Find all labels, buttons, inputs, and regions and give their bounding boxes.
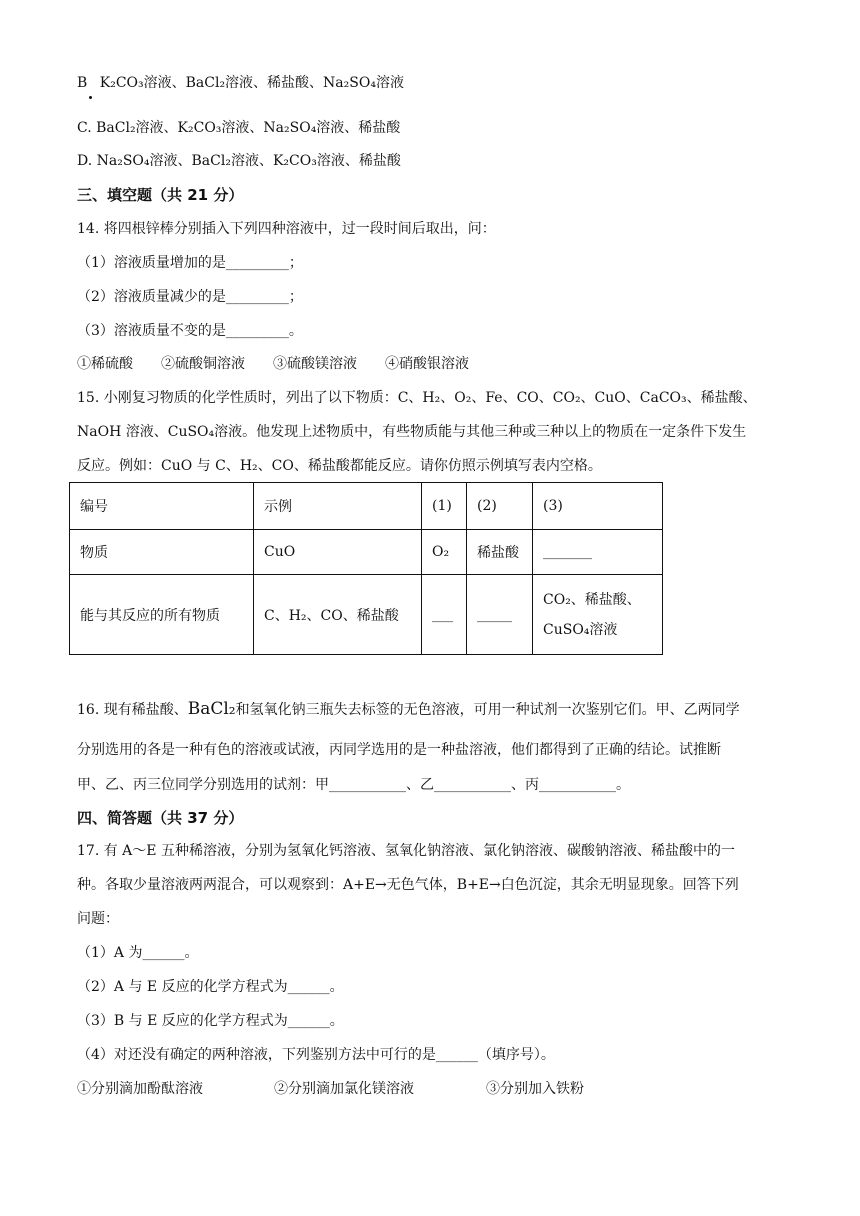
q17-choice-1: ①分别滴加酚酞溶液 xyxy=(77,1081,203,1097)
option-b-dot xyxy=(89,96,92,99)
cell-line: CO₂、稀盐酸、 xyxy=(543,591,641,608)
q16-line1-b: 和氢氧化钠三瓶失去标签的无色溶液，可用一种试剂一次鉴别它们。甲、乙两同学 xyxy=(235,702,740,718)
table-cell: (1) xyxy=(422,483,467,530)
table-cell: 编号 xyxy=(70,483,254,530)
q14-sub3: （3）溶液质量不变的是_________。 xyxy=(77,323,303,339)
table-row xyxy=(70,483,663,530)
table-cell: 稀盐酸 xyxy=(467,530,533,575)
table-cell: 示例 xyxy=(254,483,422,530)
option-d: D. Na₂SO₄溶液、BaCl₂溶液、K₂CO₃溶液、稀盐酸 xyxy=(77,153,401,169)
table-cell: (3) xyxy=(533,483,663,530)
q17-sub3: （3）B 与 E 反应的化学方程式为______。 xyxy=(77,1013,344,1029)
table-cell: 物质 xyxy=(70,530,254,575)
q17-choice-2: ②分别滴加氯化镁溶液 xyxy=(274,1081,414,1097)
table-cell: ___ xyxy=(422,575,467,655)
section-4-title: 四、简答题（共 37 分） xyxy=(77,809,244,827)
option-b xyxy=(77,74,404,92)
q15-line2: NaOH 溶液、CuSO₄溶液。他发现上述物质中，有些物质能与其他三种或三种以上的物质在一定条件下发生 xyxy=(77,424,747,440)
table-row xyxy=(70,530,663,575)
q17-line1: 17. 有 A～E 五种稀溶液，分别为氢氧化钙溶液、氢氧化钠溶液、氯化钠溶液、碳酸钠溶液、稀盐酸中的一 xyxy=(77,843,735,859)
table-row xyxy=(70,575,663,655)
table-cell: CuO xyxy=(254,530,422,575)
q14-choices: ①稀硫酸 ②硫酸铜溶液 ③硫酸镁溶液 ④硝酸银溶液 xyxy=(77,356,469,372)
q17-choices xyxy=(77,1080,584,1098)
q15-line1: 15. 小刚复习物质的化学性质时，列出了以下物质：C、H₂、O₂、Fe、CO、CO₂、CuO、CaCO₃、稀盐酸、 xyxy=(77,390,757,406)
option-b-text: K₂CO₃溶液、BaCl₂溶液、稀盐酸、Na₂SO₄溶液 xyxy=(99,75,404,91)
q17-sub2: （2）A 与 E 反应的化学方程式为______。 xyxy=(77,979,344,995)
table-cell xyxy=(533,575,663,655)
q17-line2: 种。各取少量溶液两两混合，可以观察到：A+E→无色气体，B+E→白色沉淀，其余无明显现象。回答下列 xyxy=(77,877,739,893)
table-cell: _______ xyxy=(533,530,663,575)
cell-line: CuSO₄溶液 xyxy=(543,621,618,638)
table-cell: 能与其反应的所有物质 xyxy=(70,575,254,655)
q16-line1 xyxy=(77,700,740,719)
option-c: C. BaCl₂溶液、K₂CO₃溶液、Na₂SO₄溶液、稀盐酸 xyxy=(77,120,401,136)
q17-line3: 问题： xyxy=(77,911,119,927)
table-cell: (2) xyxy=(467,483,533,530)
table-cell: O₂ xyxy=(422,530,467,575)
table-cell: C、H₂、CO、稀盐酸 xyxy=(254,575,422,655)
q14-sub2: （2）溶液质量减少的是_________； xyxy=(77,289,303,305)
q15-table xyxy=(69,482,663,655)
q16-line1-a: 16. 现有稀盐酸、 xyxy=(77,702,188,718)
q14-stem: 14. 将四根锌棒分别插入下列四种溶液中，过一段时间后取出，问： xyxy=(77,221,496,237)
q16-line2: 分别选用的各是一种有色的溶液或试液，丙同学选用的是一种盐溶液，他们都得到了正确的结论。试推断 xyxy=(77,742,721,758)
q15-line3: 反应。例如：CuO 与 C、H₂、CO、稀盐酸都能反应。请你仿照示例填写表内空格。 xyxy=(77,458,602,474)
option-b-letter: B xyxy=(77,75,88,91)
q17-sub4: （4）对还没有确定的两种溶液，下列鉴别方法中可行的是______（填序号）。 xyxy=(77,1047,555,1063)
table-cell: _____ xyxy=(467,575,533,655)
q14-sub1: （1）溶液质量增加的是_________； xyxy=(77,255,303,271)
section-3-title: 三、填空题（共 21 分） xyxy=(77,186,244,204)
q16-line3: 甲、乙、丙三位同学分别选用的试剂：甲___________、乙___________、丙___________。 xyxy=(77,777,630,793)
q17-sub1: （1）A 为______。 xyxy=(77,945,199,961)
q17-choice-3: ③分别加入铁粉 xyxy=(486,1081,584,1097)
q16-bacl2: BaCl₂ xyxy=(187,699,236,719)
